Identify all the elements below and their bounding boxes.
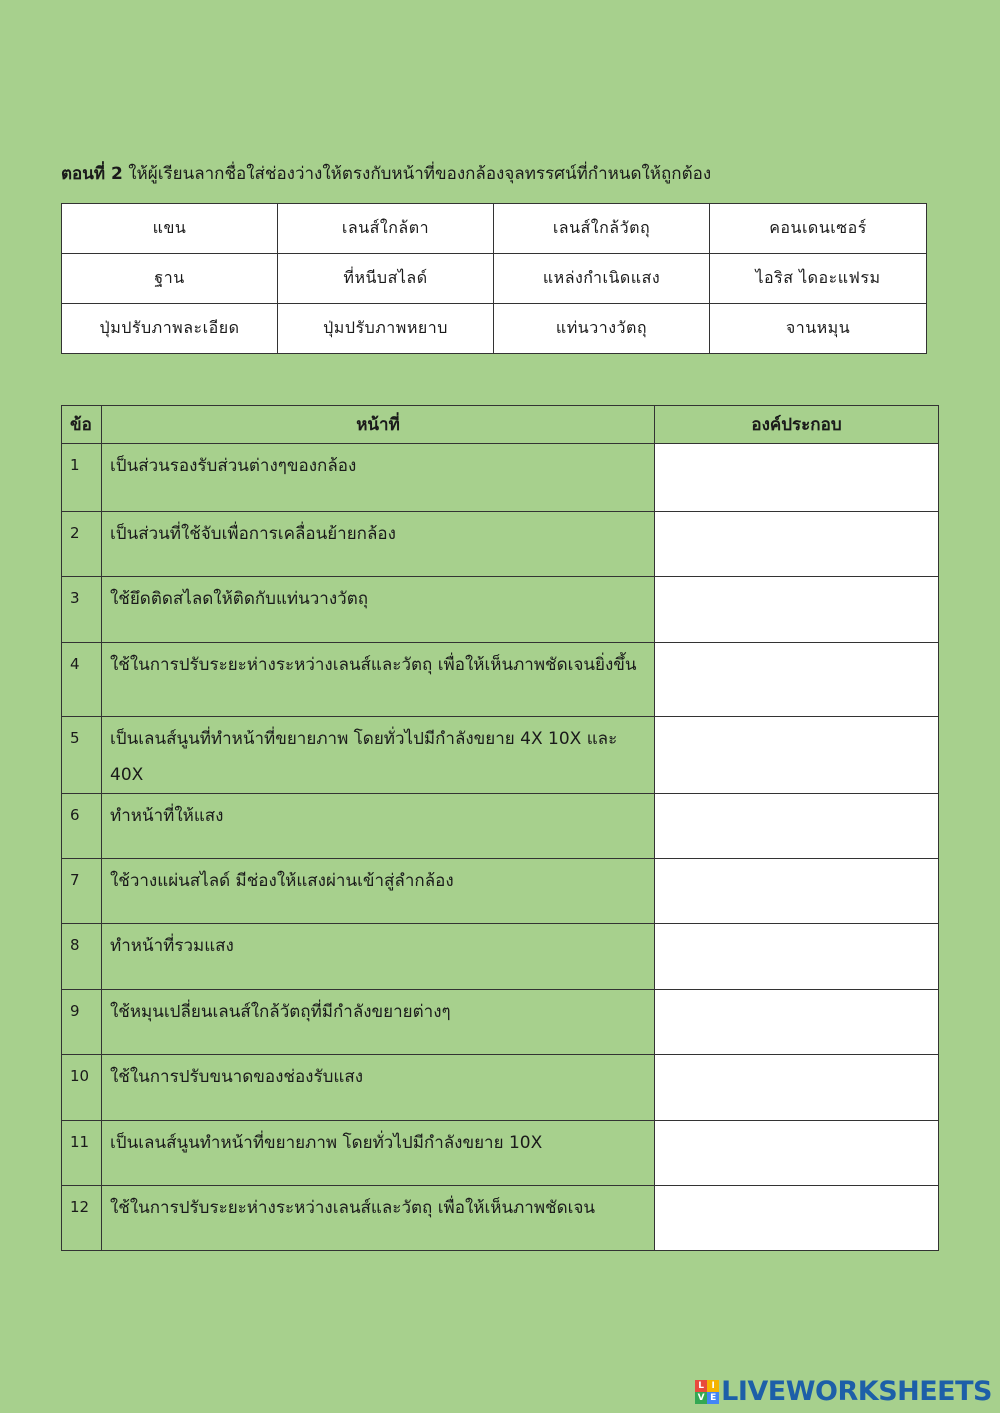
row-number: 8 bbox=[62, 924, 102, 990]
row-number: 7 bbox=[62, 859, 102, 924]
answer-dropzone[interactable] bbox=[655, 444, 939, 512]
row-description: เป็นส่วนที่ใช้จับเพื่อการเคลื่อนย้ายกล้อง bbox=[102, 512, 655, 577]
row-description: ใช้ในการปรับระยะห่างระหว่างเลนส์และวัตถุ เพื่อให้เห็นภาพชัดเจน bbox=[102, 1186, 655, 1251]
header-component: องค์ประกอบ bbox=[655, 406, 939, 444]
row-description: เป็นส่วนรองรับส่วนต่างๆของกล้อง bbox=[102, 444, 655, 512]
answer-dropzone[interactable] bbox=[655, 1121, 939, 1186]
word-bank-row bbox=[62, 254, 927, 304]
table-row bbox=[62, 924, 939, 990]
word-bank-row bbox=[62, 204, 927, 254]
row-number: 9 bbox=[62, 990, 102, 1055]
row-number: 2 bbox=[62, 512, 102, 577]
row-description: ใช้ในการปรับระยะห่างระหว่างเลนส์และวัตถุ เพื่อให้เห็นภาพชัดเจนยิ่งขึ้น bbox=[102, 643, 655, 717]
table-row bbox=[62, 859, 939, 924]
instruction bbox=[61, 160, 961, 188]
word-bank bbox=[61, 203, 927, 354]
word-bank-item[interactable]: ไอริส ไดอะแฟรม bbox=[710, 254, 927, 304]
answer-dropzone[interactable] bbox=[655, 512, 939, 577]
word-bank-item[interactable]: ฐาน bbox=[62, 254, 278, 304]
table-row bbox=[62, 444, 939, 512]
instruction-text: ให้ผู้เรียนลากชื่อใส่ช่องว่างให้ตรงกับหน้าที่ของกล้องจุลทรรศน์ที่กำหนดให้ถูกต้อง bbox=[122, 164, 712, 184]
table-row bbox=[62, 643, 939, 717]
row-description: ทำหน้าที่รวมแสง bbox=[102, 924, 655, 990]
liveworksheets-logo bbox=[695, 1376, 992, 1407]
liveworksheets-mark-icon: L I V E bbox=[695, 1380, 719, 1404]
word-bank-item[interactable]: แขน bbox=[62, 204, 278, 254]
row-description: ใช้วางแผ่นสไลด์ มีช่องให้แสงผ่านเข้าสู่ลำกล้อง bbox=[102, 859, 655, 924]
row-description: ใช้ในการปรับขนาดของช่องรับแสง bbox=[102, 1055, 655, 1121]
word-bank-item[interactable]: คอนเดนเซอร์ bbox=[710, 204, 927, 254]
row-description: ทำหน้าที่ให้แสง bbox=[102, 794, 655, 859]
answer-dropzone[interactable] bbox=[655, 1186, 939, 1251]
answer-dropzone[interactable] bbox=[655, 1055, 939, 1121]
table-row bbox=[62, 1121, 939, 1186]
row-number: 12 bbox=[62, 1186, 102, 1251]
table-row bbox=[62, 794, 939, 859]
row-number: 10 bbox=[62, 1055, 102, 1121]
row-description: เป็นเลนส์นูนที่ทำหน้าที่ขยายภาพ โดยทั่วไปมีกำลังขยาย 4X 10X และ 40X bbox=[102, 717, 655, 794]
word-bank-item[interactable]: ปุ่มปรับภาพละเอียด bbox=[62, 304, 278, 354]
answer-dropzone[interactable] bbox=[655, 717, 939, 794]
word-bank-item[interactable]: เลนส์ใกล้วัตถุ bbox=[494, 204, 710, 254]
word-bank-item[interactable]: ที่หนีบสไลด์ bbox=[278, 254, 494, 304]
answer-dropzone[interactable] bbox=[655, 577, 939, 643]
liveworksheets-wordmark: LIVEWORKSHEETS bbox=[721, 1376, 992, 1407]
table-row bbox=[62, 717, 939, 794]
row-number: 11 bbox=[62, 1121, 102, 1186]
word-bank-item[interactable]: ปุ่มปรับภาพหยาบ bbox=[278, 304, 494, 354]
word-bank-item[interactable]: แท่นวางวัตถุ bbox=[494, 304, 710, 354]
row-description: ใช้ยึดติดสไลดให้ติดกับแท่นวางวัตถุ bbox=[102, 577, 655, 643]
row-number: 3 bbox=[62, 577, 102, 643]
header-function: หน้าที่ bbox=[102, 406, 655, 444]
row-number: 5 bbox=[62, 717, 102, 794]
word-bank-item[interactable]: เลนส์ใกล้ตา bbox=[278, 204, 494, 254]
row-description: ใช้หมุนเปลี่ยนเลนส์ใกล้วัตถุที่มีกำลังขยายต่างๆ bbox=[102, 990, 655, 1055]
table-row bbox=[62, 990, 939, 1055]
table-row bbox=[62, 1186, 939, 1251]
word-bank-item[interactable]: จานหมุน bbox=[710, 304, 927, 354]
table-row bbox=[62, 1055, 939, 1121]
row-number: 1 bbox=[62, 444, 102, 512]
word-bank-row bbox=[62, 304, 927, 354]
instruction-label: ตอนที่ 2 bbox=[61, 164, 123, 184]
answer-dropzone[interactable] bbox=[655, 643, 939, 717]
function-table bbox=[61, 405, 939, 1251]
row-number: 6 bbox=[62, 794, 102, 859]
row-description: เป็นเลนส์นูนทำหน้าที่ขยายภาพ โดยทั่วไปมีกำลังขยาย 10X bbox=[102, 1121, 655, 1186]
row-number: 4 bbox=[62, 643, 102, 717]
header-num: ข้อ bbox=[62, 406, 102, 444]
word-bank-item[interactable]: แหล่งกำเนิดแสง bbox=[494, 254, 710, 304]
table-row bbox=[62, 512, 939, 577]
answer-dropzone[interactable] bbox=[655, 924, 939, 990]
table-row bbox=[62, 577, 939, 643]
table-header-row bbox=[62, 406, 939, 444]
answer-dropzone[interactable] bbox=[655, 859, 939, 924]
answer-dropzone[interactable] bbox=[655, 990, 939, 1055]
answer-dropzone[interactable] bbox=[655, 794, 939, 859]
